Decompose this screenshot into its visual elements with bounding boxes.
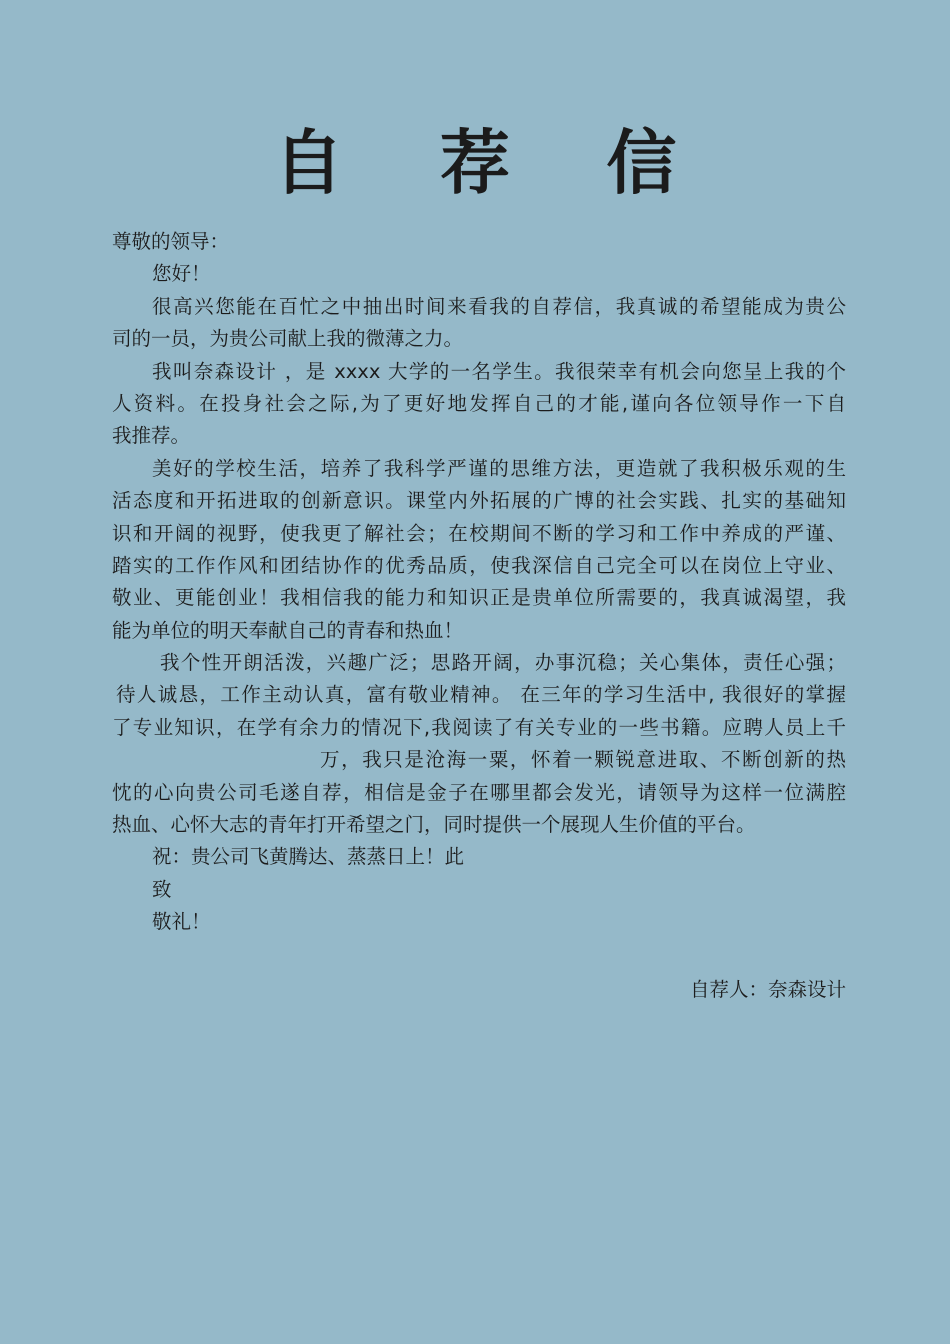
letter-body [112, 226, 846, 939]
paragraph-3-line-4: 踏实的工作作风和团结协作的优秀品质，使我深信自己完全可以在岗位上守业、 [112, 553, 846, 577]
paragraph-2-line-2: 人资料。在投身社会之际,为了更好地发挥自己的才能,谨向各位领导作一下自 [112, 391, 846, 415]
paragraph-2-line-1: 我叫奈森设计 ，是 xxxx 大学的一名学生。我很荣幸有机会向您呈上我的个 [152, 359, 846, 383]
paragraph-4-line-6: 热血、心怀大志的青年打开希望之门，同时提供一个展现人生价值的平台。 [112, 813, 756, 837]
paragraph-3-line-2: 活态度和开拓进取的创新意识。课堂内外拓展的广博的社会实践、扎实的基础知 [112, 489, 846, 513]
paragraph-4-line-5: 忱的心向贵公司毛遂自荐，相信是金子在哪里都会发光，请领导为这样一位满腔 [112, 780, 846, 804]
paragraph-3-line-5: 敬业、更能创业！我相信我的能力和知识正是贵单位所需要的，我真诚渴望，我 [112, 586, 846, 610]
paragraph-2-line-3: 我推荐。 [112, 424, 191, 448]
greeting: 您好！ [152, 262, 211, 286]
signature: 自荐人：奈森设计 [689, 978, 846, 1001]
paragraph-4-line-1: 我个性开朗活泼，兴趣广泛；思路开阔，办事沉稳；关心集体，责任心强； [160, 651, 846, 675]
paragraph-4-line-2: 待人诚恳，工作主动认真，富有敬业精神。 在三年的学习生活中, 我很好的掌握 [116, 683, 846, 707]
paragraph-3-line-1: 美好的学校生活，培养了我科学严谨的思维方法，更造就了我积极乐观的生 [152, 456, 846, 480]
closing-wish: 祝：贵公司飞黄腾达、蒸蒸日上！此 [152, 845, 465, 869]
page-title: 自 荐 信 [273, 122, 713, 204]
closing-zhi: 致 [152, 877, 172, 901]
paragraph-4-line-4: 万，我只是沧海一粟，怀着一颗锐意进取、不断创新的热 [320, 748, 846, 772]
salutation: 尊敬的领导： [112, 230, 230, 253]
paragraph-3-line-6: 能为单位的明天奉献自己的青春和热血！ [112, 618, 464, 642]
paragraph-1-line-1: 很高兴您能在百忙之中抽出时间来看我的自荐信，我真诚的希望能成为贵公 [152, 294, 846, 318]
paragraph-3-line-3: 识和开阔的视野，使我更了解社会；在校期间不断的学习和工作中养成的严谨、 [112, 521, 846, 545]
paragraph-4-line-3: 了专业知识，在学有余力的情况下,我阅读了有关专业的一些书籍。应聘人员上千 [112, 715, 846, 739]
closing-regards: 敬礼！ [152, 910, 211, 934]
paragraph-1-line-2: 司的一员，为贵公司献上我的微薄之力。 [112, 327, 464, 351]
